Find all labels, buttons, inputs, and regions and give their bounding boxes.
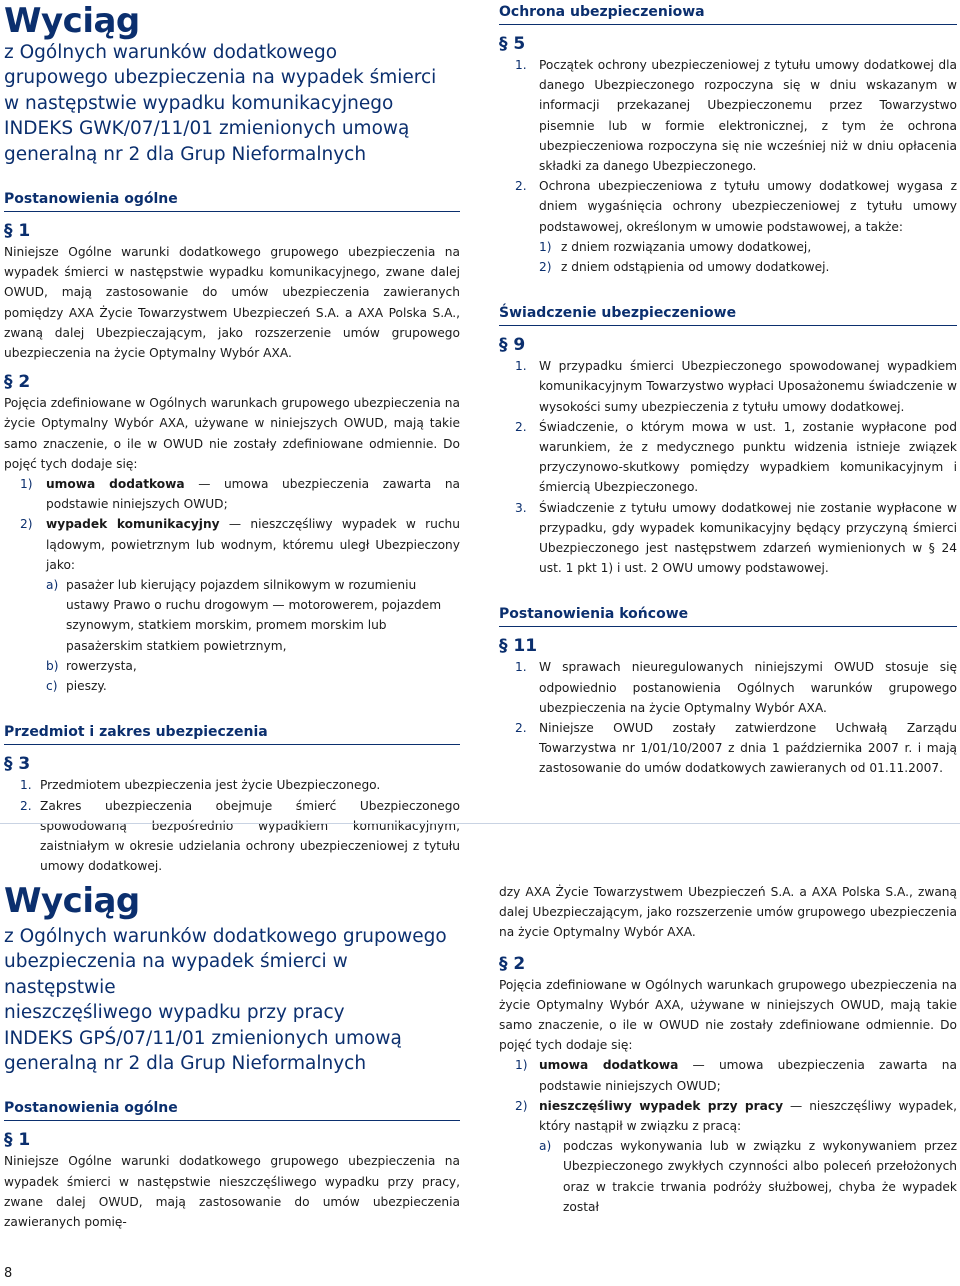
doc2-left-column bbox=[4, 882, 460, 1232]
doc2-subtitle bbox=[4, 924, 460, 1076]
doc1-paragraph-5-subitem-2-text: z dniem odstąpienia od umowy dodatkowej. bbox=[561, 260, 830, 275]
doc1-definition-2b-text: rowerzysta, bbox=[66, 658, 137, 673]
doc2-definition-2 bbox=[499, 1096, 957, 1136]
doc1-paragraph-9-item-3 bbox=[499, 498, 957, 579]
doc1-subtitle-line: w następstwie wypadku komunikacyjnego bbox=[4, 92, 394, 114]
doc2-section-general: Postanowienia ogólne bbox=[4, 1098, 460, 1121]
doc1-definition-2a-text: pasażer lub kierujący pojazdem silnikowym w rozumieniu ustawy Prawo o ruchu drogowym — motorowerem, pojazdem szynowym, statkiem morskim, promem morskim lub pasażerskim statkiem powietrznym, bbox=[66, 578, 442, 653]
doc2-definition-1-text bbox=[539, 1055, 957, 1095]
doc1-definition-2b bbox=[4, 656, 460, 676]
doc1-paragraph-9-item-3-text: Świadczenie z tytułu umowy dodatkowej nie zostanie wypłacone w przypadku, gdy wypadek komunikacyjny będący przyczyną śmierci Ubezpieczonego jest następstwem zdarzeń wymienionych w § 24 ust. 1 pkt 1) i ust. 2 OWU umowy podstawowej. bbox=[539, 500, 957, 576]
doc1-paragraph-11-item-1 bbox=[499, 657, 957, 718]
doc1-paragraph-1-text: Niniejsze Ogólne warunki dodatkowego grupowego ubezpieczenia na wypadek śmierci w następstwie wypadku komunikacyjnego, zwane dalej OWUD, mają zastosowanie do umów ubezpieczenia zawieranych pomiędzy AXA Życie Towarzystwem Ubezpieczeń S.A. a AXA Polska S.A., zwaną dalej Ubezpieczającym, jako rozszerzenie umów grupowego ubezpieczenia na życie Optymalny Wybór AXA. bbox=[4, 245, 460, 361]
doc1-paragraph-3-item-1-number: 1. bbox=[20, 778, 32, 793]
doc1-paragraph-3-item-2-text: Zakres ubezpieczenia obejmuje śmierć Ubezpieczonego spowodowaną bezpośrednio wypadkiem komunikacyjnym, zaistniałym w okresie udzielania ochrony ubezpieczeniowej z tytułu umowy dodatkowej. bbox=[40, 798, 460, 874]
doc2-paragraph-2-text: Pojęcia zdefiniowane w Ogólnych warunkach grupowego ubezpieczenia na życie Optymalny Wybór AXA, używane w niniejszych OWUD, mają takie samo znaczenie, o ile w OWUD nie zostały zdefiniowane odmiennie. Do pojęć tych dodaje się: bbox=[499, 977, 957, 1053]
doc1-paragraph-5-item-1 bbox=[499, 55, 957, 176]
doc2-paragraph-2-number: § 2 bbox=[499, 953, 526, 974]
doc1-definition-2a-letter: a) bbox=[46, 578, 59, 593]
doc1-definition-1-text bbox=[46, 474, 460, 514]
doc1-paragraph-3-number: § 3 bbox=[4, 754, 31, 775]
doc1-definition-2a bbox=[4, 575, 460, 656]
doc1-paragraph-11-item-2-text: Niniejsze OWUD zostały zatwierdzone Uchwałą Zarządu Towarzystwa nr 1/01/10/2007 z dnia 1 października 2007 r. i mają zastosowanie do umów dodatkowych zawieranych od 01.11.2007. bbox=[539, 721, 957, 776]
doc1-paragraph-11-item-2 bbox=[499, 718, 957, 779]
doc1-definition-2-rest: — nieszczęśliwy wypadek w ruchu lądowym, powietrznym lub wodnym, któremu uległ Ubezpieczony jako: bbox=[46, 517, 461, 572]
doc1-paragraph-9-item-3-number: 3. bbox=[515, 500, 527, 515]
doc1-paragraph-5-subitem-1 bbox=[499, 237, 957, 257]
doc1-paragraph-5-item-1-text: Początek ochrony ubezpieczeniowej z tytułu umowy dodatkowej dla danego Ubezpieczonego rozpoczyna się w dniu wskazanym w informacji przekazanej Ubezpieczonemu przez Towarzystwo pisemnie lub w formie elektronicznej, z tym że ochrona ubezpieczeniowa rozpoczyna się nie wcześniej niż w dniu opłacenia składki za danego Ubezpieczonego. bbox=[539, 58, 957, 174]
doc1-paragraph-9-item-1-text: W przypadku śmierci Ubezpieczonego spowodowanej wypadkiem komunikacyjnym Towarzystwo wypłaci Uposażonemu świadczenie w wysokości sumy ubezpieczenia z tytułu umowy dodatkowej. bbox=[539, 359, 957, 414]
doc1-definition-2 bbox=[4, 514, 460, 575]
doc1-section-scope: Przedmiot i zakres ubezpieczenia bbox=[4, 722, 460, 745]
doc1-definition-1-term: umowa dodatkowa bbox=[46, 477, 185, 492]
doc1-definition-2-term: wypadek komunikacyjny bbox=[46, 517, 220, 532]
doc2-paragraph-1-continued: dzy AXA Życie Towarzystwem Ubezpieczeń S.A. a AXA Polska S.A., zwaną dalej Ubezpieczającym, jako rozszerzenie umów grupowego ubezpieczenia na życie Optymalny Wybór AXA. bbox=[499, 885, 957, 940]
doc2-definition-2-term: nieszczęśliwy wypadek przy pracy bbox=[539, 1098, 784, 1113]
doc1-definition-1-number: 1) bbox=[20, 477, 33, 492]
doc1-paragraph-5-item-2 bbox=[499, 176, 957, 237]
doc1-paragraph-5-subitem-2 bbox=[499, 257, 957, 277]
doc1-definition-2c-text: pieszy. bbox=[66, 679, 107, 694]
doc2-subtitle-line: z Ogólnych warunków dodatkowego grupowego bbox=[4, 926, 447, 947]
doc2-subtitle-line: generalną nr 2 dla Grup Nieformalnych bbox=[4, 1053, 367, 1075]
doc2-title: Wyciąg bbox=[4, 881, 140, 921]
doc2-subtitle-line: ubezpieczenia na wypadek śmierci w następstwie bbox=[4, 951, 348, 998]
doc1-subtitle-line: z Ogólnych warunków dodatkowego bbox=[4, 42, 338, 63]
doc1-definition-2b-letter: b) bbox=[46, 658, 59, 673]
doc1-left-column bbox=[4, 2, 460, 876]
doc1-section-benefit: Świadczenie ubezpieczeniowe bbox=[499, 303, 957, 326]
doc2-definition-1 bbox=[499, 1055, 957, 1095]
doc1-section-general: Postanowienia ogólne bbox=[4, 189, 460, 212]
doc1-paragraph-5-number: § 5 bbox=[499, 34, 526, 54]
doc2-definition-2-text bbox=[539, 1096, 957, 1136]
doc2-definition-2a-letter: a) bbox=[539, 1139, 552, 1154]
doc1-paragraph-11-item-1-text: W sprawach nieuregulowanych niniejszymi OWUD stosuje się odpowiednio postanowienia Ogólnych warunków grupowego ubezpieczenia na życie Optymalny Wybór AXA. bbox=[539, 660, 957, 715]
page-divider bbox=[0, 823, 960, 824]
doc1-paragraph-5-item-2-text: Ochrona ubezpieczeniowa z tytułu umowy dodatkowej wygasa z dniem wygaśnięcia ochrony ubezpieczeniowej z tytułu umowy podstawowej, określonym w umowie podstawowej, a także: bbox=[539, 179, 957, 234]
doc2-subtitle-line: nieszczęśliwego wypadku przy pracy bbox=[4, 1002, 345, 1024]
doc1-paragraph-5-item-2-number: 2. bbox=[515, 179, 527, 194]
doc2-subtitle-line: INDEKS GPŚ/07/11/01 zmienionych umową bbox=[4, 1027, 402, 1049]
doc2-definition-2-rest: — nieszczęśliwy wypadek, który nastąpił w związku z pracą: bbox=[539, 1098, 957, 1134]
doc1-paragraph-9-item-1 bbox=[499, 356, 957, 417]
doc1-section-final: Postanowienia końcowe bbox=[499, 604, 957, 627]
doc1-paragraph-9-item-2-number: 2. bbox=[515, 419, 527, 434]
doc1-paragraph-11-number: § 11 bbox=[499, 636, 538, 657]
doc1-paragraph-11-item-2-number: 2. bbox=[515, 721, 527, 736]
doc1-definition-2c-letter: c) bbox=[46, 679, 58, 694]
doc1-definition-1 bbox=[4, 474, 460, 514]
doc2-definition-2-number: 2) bbox=[515, 1098, 528, 1113]
doc1-paragraph-2-number: § 2 bbox=[4, 372, 31, 393]
doc1-right-column bbox=[499, 2, 957, 779]
doc1-paragraph-3-item-1 bbox=[4, 775, 460, 795]
doc1-subtitle-line: INDEKS GWK/07/11/01 zmienionych umową bbox=[4, 118, 410, 140]
doc1-paragraph-9-item-2 bbox=[499, 417, 957, 498]
doc1-paragraph-5-subitem-2-number: 2) bbox=[539, 260, 552, 275]
doc1-definition-1-rest: — umowa ubezpieczenia zawarta na podstawie niniejszych OWUD; bbox=[46, 477, 461, 512]
doc1-definition-2c bbox=[4, 676, 460, 696]
doc1-paragraph-9-item-1-number: 1. bbox=[515, 359, 527, 374]
doc1-paragraph-5-item-1-number: 1. bbox=[515, 58, 527, 72]
doc1-paragraph-3-item-2 bbox=[4, 796, 460, 877]
doc1-subtitle-line: grupowego ubezpieczenia na wypadek śmierci bbox=[4, 67, 437, 89]
doc1-paragraph-11-item-1-number: 1. bbox=[515, 660, 527, 675]
doc1-definition-2-number: 2) bbox=[20, 517, 33, 532]
page-number: 8 bbox=[4, 1266, 13, 1281]
doc2-paragraph-1-text: Niniejsze Ogólne warunki dodatkowego grupowego ubezpieczenia na wypadek śmierci w następstwie nieszczęśliwego wypadku przy pracy, zwane dalej OWUD, mają zastosowanie do umów ubezpieczenia zawieranych pomię- bbox=[4, 1154, 460, 1230]
doc2-right-column bbox=[499, 882, 957, 1217]
doc1-title: Wyciąg bbox=[4, 1, 140, 41]
doc1-section-protection: Ochrona ubezpieczeniowa bbox=[499, 2, 957, 25]
doc2-paragraph-1-number: § 1 bbox=[4, 1130, 31, 1151]
doc2-definition-1-number: 1) bbox=[515, 1058, 528, 1073]
doc2-definition-1-term: umowa dodatkowa bbox=[539, 1058, 679, 1073]
doc2-definition-2a-text: podczas wykonywania lub w związku z wykonywaniem przez Ubezpieczonego zwykłych czynności albo poleceń przełożonych oraz w trakcie trwania podróży służbowej, chyba że wypadek został bbox=[563, 1139, 957, 1214]
doc1-paragraph-3-item-1-text: Przedmiotem ubezpieczenia jest życie Ubezpieczonego. bbox=[40, 778, 381, 793]
doc1-paragraph-3-item-2-number: 2. bbox=[20, 798, 32, 813]
doc1-paragraph-1-number: § 1 bbox=[4, 221, 31, 242]
doc2-definition-1-rest: — umowa ubezpieczenia zawarta na podstawie niniejszych OWUD; bbox=[539, 1058, 957, 1093]
doc1-paragraph-5-subitem-1-text: z dniem rozwiązania umowy dodatkowej, bbox=[561, 239, 812, 254]
doc1-paragraph-9-number: § 9 bbox=[499, 335, 526, 356]
doc1-definition-2-text bbox=[46, 514, 460, 575]
doc1-subtitle bbox=[4, 40, 460, 167]
doc1-paragraph-5-subitem-1-number: 1) bbox=[539, 239, 552, 254]
doc1-paragraph-2-text: Pojęcia zdefiniowane w Ogólnych warunkach grupowego ubezpieczenia na życie Optymalny Wybór AXA, używane w niniejszych OWUD, mają takie samo znaczenie, o ile w OWUD nie zostały zdefiniowane odmiennie. Do pojęć tych dodaje się: bbox=[4, 396, 460, 471]
doc2-definition-2a bbox=[499, 1136, 957, 1217]
doc1-subtitle-line: generalną nr 2 dla Grup Nieformalnych bbox=[4, 143, 367, 165]
doc1-paragraph-9-item-2-text: Świadczenie, o którym mowa w ust. 1, zostanie wypłacone pod warunkiem, że z medycznego punktu widzenia istnieje związek przyczynowo-skutkowy pomiędzy wypadkiem komunikacyjnym i śmiercią Ubezpieczonego. bbox=[539, 419, 957, 495]
